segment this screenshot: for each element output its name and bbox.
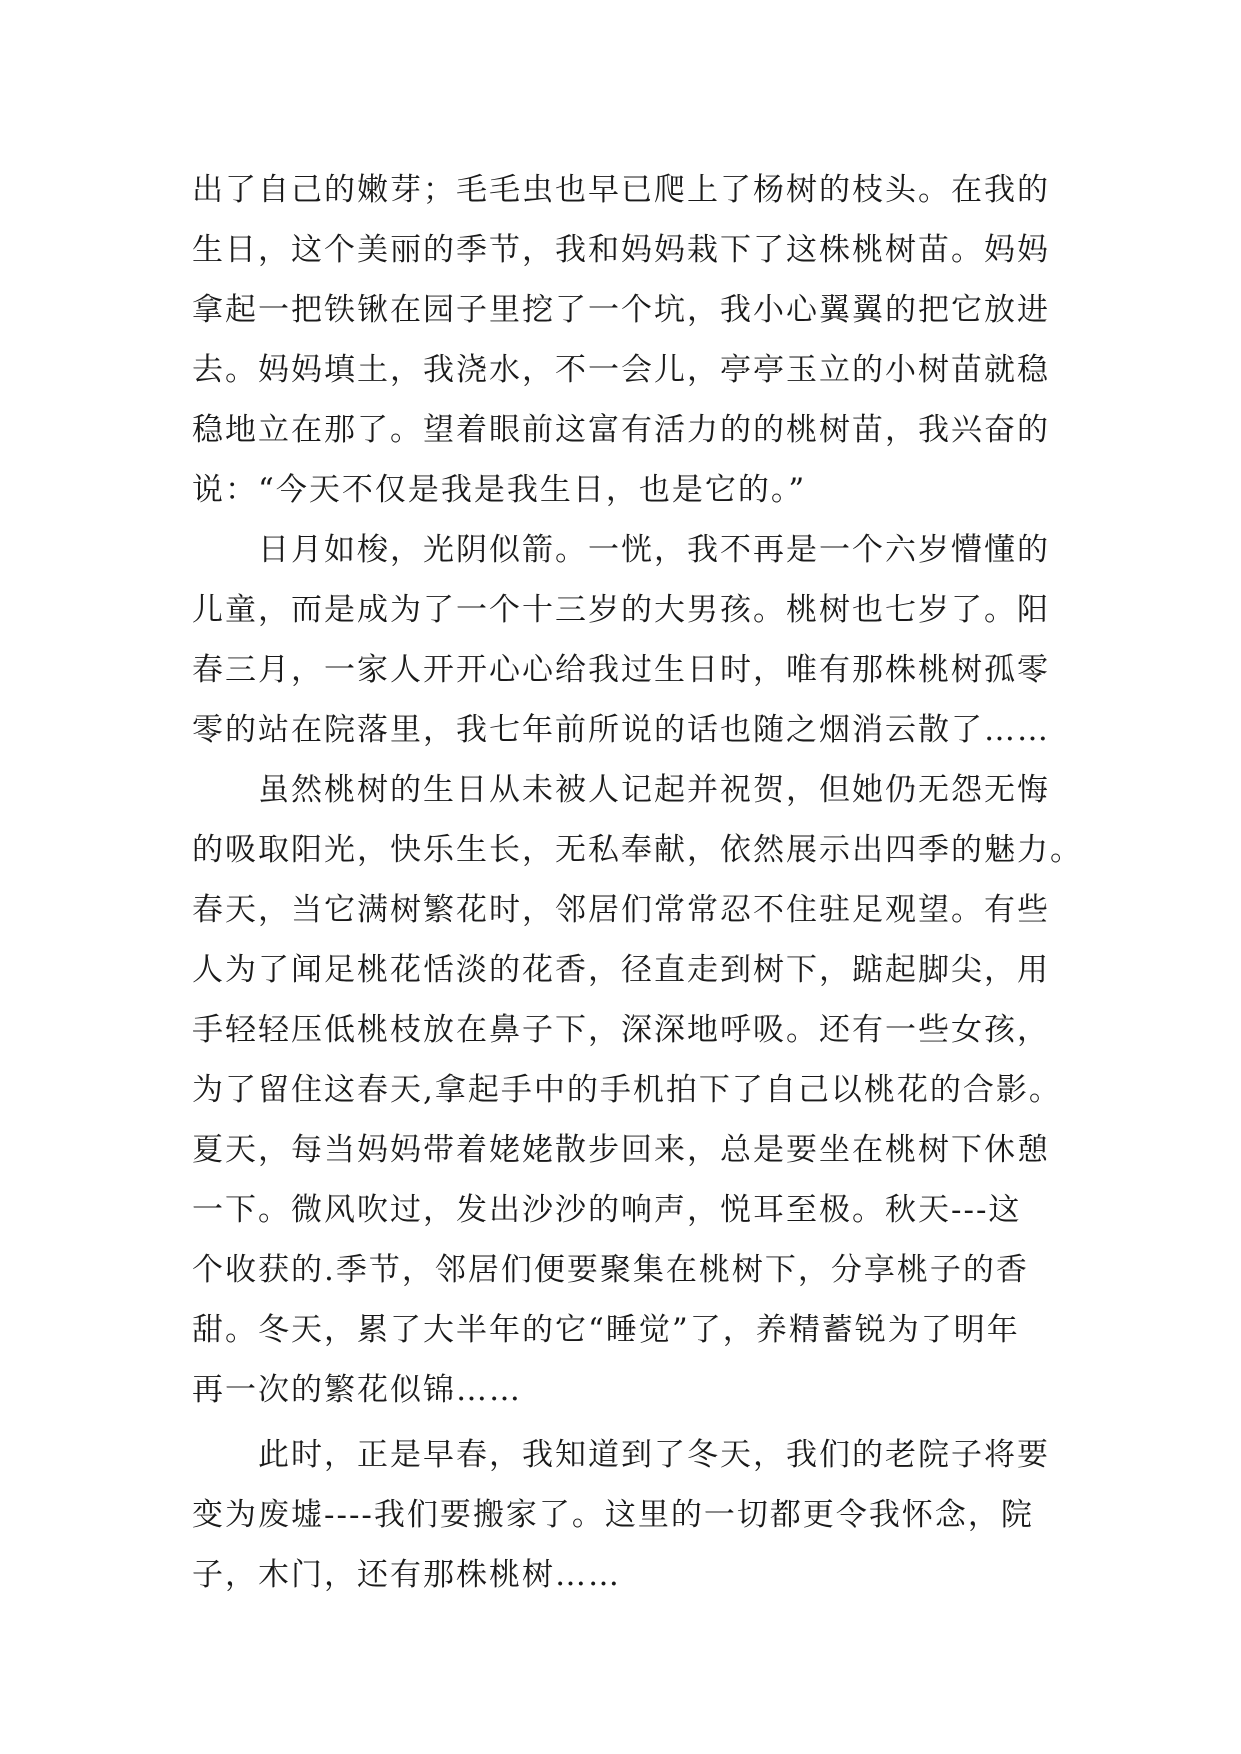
text-line: 儿童，而是成为了一个十三岁的大男孩。桃树也七岁了。阳 — [192, 592, 1050, 628]
text-line: 此时，正是早春，我知道到了冬天，我们的老院子将要 — [258, 1437, 1050, 1473]
text-line: 春天，当它满树繁花时，邻居们常常忍不住驻足观望。有些 — [192, 892, 1050, 928]
text-line: 虽然桃树的生日从未被人记起并祝贺，但她仍无怨无悔 — [258, 772, 1050, 808]
paragraph — [192, 520, 1052, 760]
text-line: 手轻轻压低桃枝放在鼻子下，深深地呼吸。还有一些女孩， — [192, 1012, 1050, 1048]
text-line: 子，木门，还有那株桃树…… — [192, 1557, 621, 1593]
text-line: 个收获的.季节，邻居们便要聚集在桃树下，分享桃子的香 — [192, 1252, 1029, 1288]
text-line: 甜。冬天，累了大半年的它“睡觉”了，养精蓄锐为了明年 — [192, 1312, 1020, 1348]
text-line: 说：“今天不仅是我是我生日，也是它的。” — [192, 472, 807, 508]
text-line: 拿起一把铁锹在园子里挖了一个坑，我小心翼翼的把它放进 — [192, 292, 1050, 328]
text-line: 变为废墟----我们要搬家了。这里的一切都更令我怀念，院 — [192, 1497, 1034, 1533]
text-line: 人为了闻足桃花恬淡的花香，径直走到树下，踮起脚尖，用 — [192, 952, 1050, 988]
text-line: 春三月，一家人开开心心给我过生日时，唯有那株桃树孤零 — [192, 652, 1050, 688]
essay-body — [192, 160, 1083, 1605]
text-line: 稳地立在那了。望着眼前这富有活力的的桃树苗，我兴奋的 — [192, 412, 1050, 448]
text-line: 零的站在院落里，我七年前所说的话也随之烟消云散了…… — [192, 712, 1050, 748]
text-line: 再一次的繁花似锦…… — [192, 1372, 522, 1408]
paragraph — [192, 1425, 1052, 1605]
text-line: 一下。微风吹过，发出沙沙的响声，悦耳至极。秋天---这 — [192, 1192, 1022, 1228]
text-line: 夏天，每当妈妈带着姥姥散步回来，总是要坐在桃树下休憩 — [192, 1132, 1050, 1168]
text-line: 出了自己的嫩芽；毛毛虫也早已爬上了杨树的枝头。在我的 — [192, 172, 1050, 208]
text-line: 的吸取阳光，快乐生长，无私奉献，依然展示出四季的魅力。 — [192, 832, 1083, 868]
paragraph — [192, 160, 1052, 520]
text-line: 为了留住这春天,拿起手中的手机拍下了自己以桃花的合影。 — [192, 1072, 1062, 1108]
paragraph — [192, 760, 1083, 1420]
text-line: 去。妈妈填土，我浇水，不一会儿，亭亭玉立的小树苗就稳 — [192, 352, 1050, 388]
text-line: 日月如梭，光阴似箭。一恍，我不再是一个六岁懵懂的 — [258, 532, 1050, 568]
text-line: 生日，这个美丽的季节，我和妈妈栽下了这株桃树苗。妈妈 — [192, 232, 1050, 268]
